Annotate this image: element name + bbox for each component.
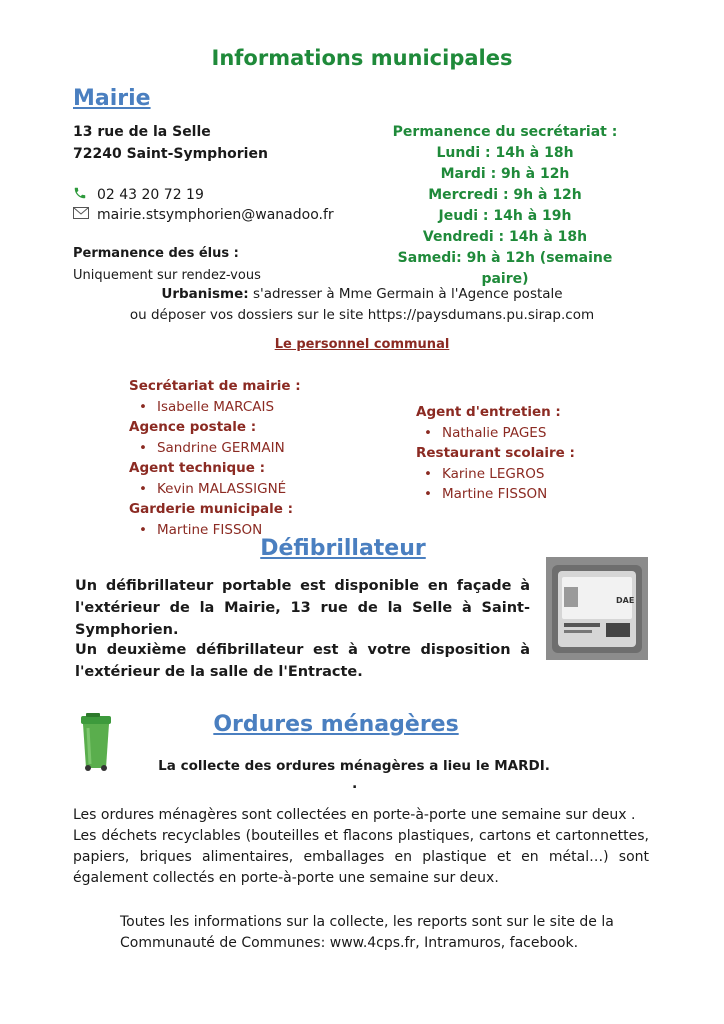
role-entretien: Agent d'entretien : bbox=[416, 404, 561, 420]
role-agence-postale: Agence postale : bbox=[129, 419, 257, 435]
address-street: 13 rue de la Selle bbox=[73, 124, 211, 140]
phone-row bbox=[73, 186, 204, 204]
hours-monday: Lundi : 14h à 18h bbox=[436, 145, 574, 161]
secretariat-hours bbox=[380, 122, 630, 290]
defibrillateur-paragraph-1: Un défibrillateur portable est disponible en façade à l'extérieur de la Mairie, 13 rue de la Selle à Saint-Symphorien. bbox=[75, 578, 530, 638]
staff-member: • Sandrine GERMAIN bbox=[129, 438, 301, 459]
staff-member: • Isabelle MARCAIS bbox=[129, 397, 301, 418]
hours-tuesday: Mardi : 9h à 12h bbox=[440, 166, 570, 182]
hours-thursday: Jeudi : 14h à 19h bbox=[438, 208, 572, 224]
staff-left-column bbox=[129, 376, 301, 540]
email-row bbox=[73, 207, 334, 223]
ordures-paragraph-2: Les déchets recyclables (bouteilles et flacons plastiques, cartons et cartonnettes, papiers, briques alimentaires, emballages en plastique et en métal…) sont également collectés en porte-à-porte une semaine sur deux. bbox=[73, 828, 649, 886]
envelope-icon bbox=[73, 207, 97, 223]
role-restaurant-scolaire: Restaurant scolaire : bbox=[416, 445, 575, 461]
personnel-heading: Le personnel communal bbox=[274, 337, 450, 352]
staff-right-column bbox=[416, 402, 575, 505]
staff-member: • Nathalie PAGES bbox=[416, 423, 575, 444]
urbanisme-text: s'adresser à Mme Germain à l'Agence postale bbox=[248, 286, 563, 302]
ordures-paragraph-1: Les ordures ménagères sont collectées en porte-à-porte une semaine sur deux . bbox=[73, 807, 636, 823]
defibrillator-image bbox=[546, 557, 648, 660]
hours-friday: Vendredi : 14h à 18h bbox=[422, 229, 588, 245]
dae-label: DAE bbox=[616, 596, 635, 605]
staff-member: • Martine FISSON bbox=[129, 520, 301, 541]
phone-icon bbox=[73, 186, 97, 204]
collecte-info: Toutes les informations sur la collecte, les reports sont sur le site de la Communauté de Communes: www.4cps.fr, Intramuros, facebook. bbox=[120, 914, 614, 951]
collecte-day: La collecte des ordures ménagères a lieu le MARDI. bbox=[158, 758, 550, 774]
elus-label: Permanence des élus : bbox=[73, 246, 239, 261]
defibrillateur-paragraph-2: Un deuxième défibrillateur est à votre disposition à l'extérieur de la salle de l'Entracte. bbox=[75, 642, 530, 680]
role-secretariat: Secrétariat de mairie : bbox=[129, 378, 301, 394]
urbanisme-line2: ou déposer vos dossiers sur le site https://paysdumans.pu.sirap.com bbox=[129, 307, 595, 323]
staff-member: • Martine FISSON bbox=[416, 484, 575, 505]
separator-dot: . bbox=[352, 776, 358, 792]
phone-number: 02 43 20 72 19 bbox=[97, 187, 204, 203]
mairie-heading: Mairie bbox=[73, 86, 151, 111]
hours-saturday: Samedi: 9h à 12h (semaine paire) bbox=[397, 250, 613, 287]
secretariat-title: Permanence du secrétariat : bbox=[392, 124, 618, 140]
hours-wednesday: Mercredi : 9h à 12h bbox=[428, 187, 582, 203]
staff-member: • Kevin MALASSIGNÉ bbox=[129, 479, 301, 500]
role-garderie: Garderie municipale : bbox=[129, 501, 294, 517]
urbanisme-label: Urbanisme: bbox=[161, 286, 249, 302]
staff-member: • Karine LEGROS bbox=[416, 464, 575, 485]
address-city: 72240 Saint-Symphorien bbox=[73, 146, 268, 162]
page-title: Informations municipales bbox=[211, 46, 513, 70]
ordures-heading: Ordures ménagères bbox=[213, 712, 459, 737]
defibrillateur-heading: Défibrillateur bbox=[260, 536, 426, 561]
urbanisme-line1 bbox=[0, 286, 724, 302]
email-link[interactable]: mairie.stsymphorien@wanadoo.fr bbox=[97, 207, 334, 223]
role-agent-technique: Agent technique : bbox=[129, 460, 266, 476]
elus-text: Uniquement sur rendez-vous bbox=[73, 268, 261, 283]
